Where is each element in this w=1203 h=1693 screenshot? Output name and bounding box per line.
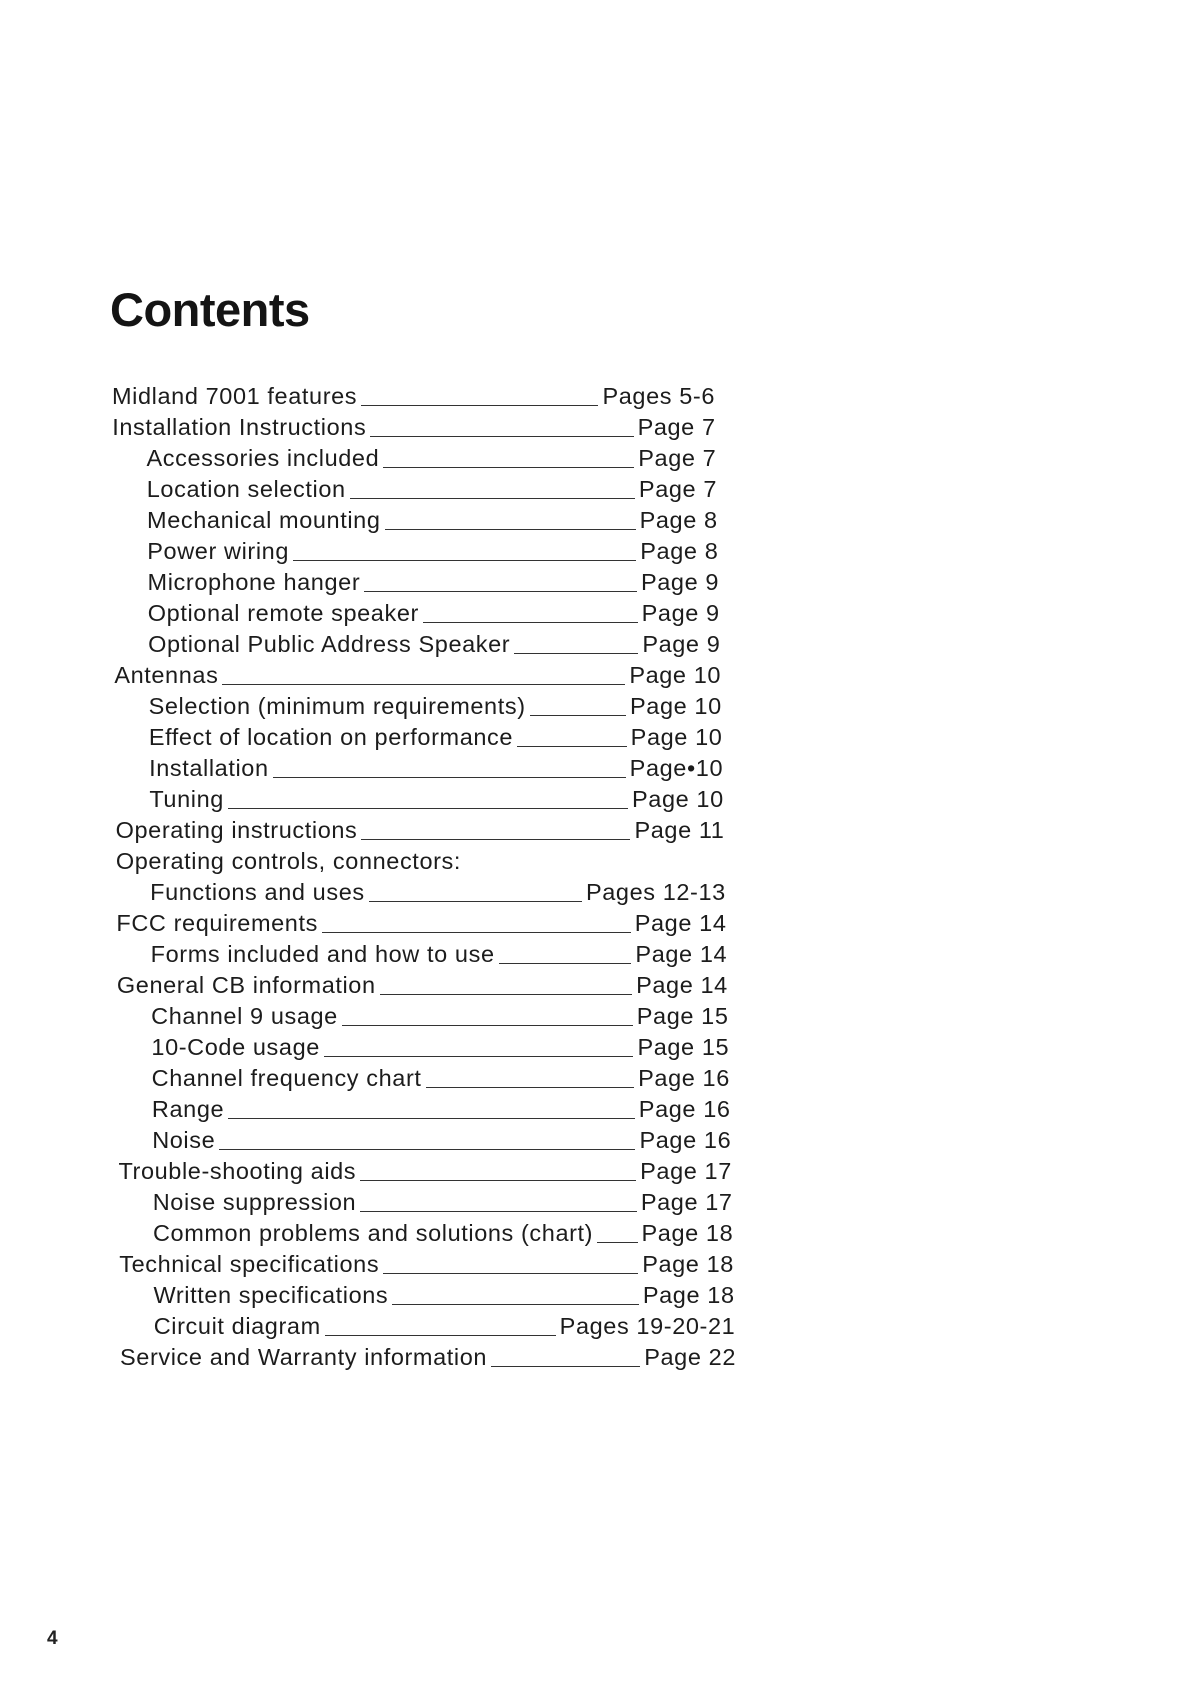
toc-leader-line [322,932,631,933]
toc-leader-line [360,1180,636,1181]
toc-entry-page: Page 22 [644,1344,736,1370]
toc-entry-page: Page 14 [634,910,727,936]
toc-entry-page: Page 9 [640,569,720,595]
toc-leader-line [369,901,582,902]
toc-entry-title: Technical specifications [119,1251,380,1277]
toc-leader-line [392,1304,639,1305]
toc-entry [150,879,726,909]
toc-entry-title: Selection (minimum requirements) [148,693,526,719]
toc-entry-page: Page 10 [630,693,722,719]
toc-entry [149,755,723,785]
toc-entry [112,414,715,444]
toc-leader-line [499,963,632,964]
toc-entry [153,1220,733,1250]
toc-entry-page: Page 16 [638,1096,731,1122]
toc-leader-line [597,1242,637,1243]
toc-entry-title: General CB information [116,972,376,998]
toc-leader-line [364,591,637,592]
toc-leader-line [324,1056,634,1057]
toc-entry-title: Optional remote speaker [147,600,419,626]
toc-leader-line [370,436,633,437]
toc-entry-title: Midland 7001 features [112,383,358,409]
toc-entry [148,631,720,661]
toc-entry-page: Page 16 [639,1127,732,1153]
toc-entry-title: Power wiring [147,538,289,564]
toc-entry-page: Page 14 [635,941,728,967]
toc-leader-line [360,1211,637,1212]
toc-leader-line [361,405,598,406]
toc-entry [149,693,722,723]
toc-entry-title: Forms included and how to use [150,941,495,967]
toc-leader-line [380,994,632,995]
toc-entry-page: Page 9 [641,600,720,626]
toc-entry-page: Page 8 [640,538,719,564]
page-title: Contents [110,283,310,336]
toc-leader-line [350,498,635,499]
toc-entry [114,662,721,692]
toc-entry-page: Page 9 [642,631,721,657]
page-number: 4 [47,1628,58,1649]
toc-entry [117,972,728,1002]
toc-entry [153,1282,734,1312]
toc-entry-page: Page 7 [638,445,717,471]
toc-entry [152,1065,730,1095]
toc-entry-title: Channel frequency chart [151,1065,422,1091]
toc-leader-line [383,467,634,468]
toc-entry-page: Page 18 [641,1220,734,1246]
toc-entry [154,1313,736,1343]
toc-entry-page: Page 14 [636,972,728,998]
toc-entry-title: Mechanical mounting [147,507,381,533]
toc-entry-page: Page 8 [639,507,718,533]
toc-entry-page: Page 18 [642,1251,734,1277]
toc-entry-title: Microphone hanger [147,569,361,595]
toc-entry [116,817,725,847]
toc-entry-title: Operating instructions [115,817,358,843]
toc-leader-line [423,622,638,623]
toc-entry-page: Page 7 [638,476,718,502]
toc-entry-page: Page 15 [636,1003,729,1029]
toc-entry [151,941,728,971]
toc-entry [116,910,726,940]
toc-entry [120,1344,736,1374]
toc-leader-line [514,653,638,654]
toc-leader-line [325,1335,556,1336]
toc-entry [149,786,723,816]
toc-entry-title: Functions and uses [150,879,365,905]
toc-entry-page: Page 16 [638,1065,730,1091]
toc-entry-page: Page 17 [640,1158,732,1184]
toc-entry-title: Noise suppression [152,1189,357,1215]
toc-entry-page: Pages 5-6 [602,383,715,409]
toc-entry-page: Page 7 [637,414,716,440]
toc-entry-page: Page 17 [640,1189,733,1215]
toc-entry [148,569,720,599]
toc-entry [147,445,717,475]
toc-entry [147,476,717,506]
toc-entry-page: Page 18 [642,1282,735,1308]
toc-entry-page: Page 10 [632,786,724,812]
toc-entry-title: Noise [152,1127,216,1153]
toc-entry-title: Installation Instructions [112,414,367,440]
toc-entry-page: Page 11 [634,817,725,843]
toc-entry-title: Installation [149,755,269,781]
toc-entry [149,724,723,754]
toc-entry-title: Operating controls, connectors: [115,848,462,874]
toc-leader-line [361,839,630,840]
toc-entry [147,507,718,537]
toc-entry-title: Tuning [149,786,224,812]
toc-entry-title: Written specifications [153,1282,389,1308]
toc-leader-line [426,1087,635,1088]
toc-entry-title: 10-Code usage [151,1034,320,1060]
toc-entry [119,1251,734,1281]
toc-entry [152,1096,731,1126]
toc-leader-line [517,746,627,747]
toc-entry-page: Page 15 [637,1034,730,1060]
toc-entry-title: Location selection [146,476,346,502]
toc-entry-title: Optional Public Address Speaker [148,631,511,657]
toc-leader-line [222,684,625,685]
toc-entry [148,600,720,630]
toc-entry [116,848,725,878]
toc-entry-page: Page•10 [629,755,724,781]
toc-entry-title: Service and Warranty information [120,1344,488,1370]
toc-leader-line [228,808,628,809]
toc-entry-title: Trouble-shooting aids [118,1158,357,1184]
toc-entry-page: Page 10 [629,662,722,688]
toc-entry [151,1034,729,1064]
toc-entry-title: Effect of location on performance [148,724,514,750]
toc-leader-line [228,1118,635,1119]
toc-entry-page: Pages 12-13 [585,879,726,905]
toc-entry [153,1189,733,1219]
toc-entry [112,383,715,413]
toc-entry-title: FCC requirements [116,910,318,936]
toc-leader-line [491,1366,640,1367]
toc-entry-title: Antennas [114,662,219,688]
toc-entry [118,1158,731,1188]
toc-entry-title: Common problems and solutions (chart) [152,1220,594,1246]
toc-entry [152,1127,731,1157]
toc-entry-title: Accessories included [146,445,380,471]
toc-entry-page: Pages 19-20-21 [559,1313,736,1339]
toc-leader-line [273,777,626,778]
toc-entry-page: Page 10 [630,724,723,750]
toc-leader-line [219,1149,635,1150]
toc-leader-line [530,715,626,716]
toc-leader-line [293,560,636,561]
toc-entry-title: Channel 9 usage [151,1003,338,1029]
toc-leader-line [342,1025,633,1026]
toc-leader-line [383,1273,638,1274]
toc-entry [151,1003,728,1033]
toc-entry [147,538,718,568]
toc-entry-title: Circuit diagram [153,1313,321,1339]
toc-entry-title: Range [151,1096,225,1122]
toc-leader-line [385,529,636,530]
